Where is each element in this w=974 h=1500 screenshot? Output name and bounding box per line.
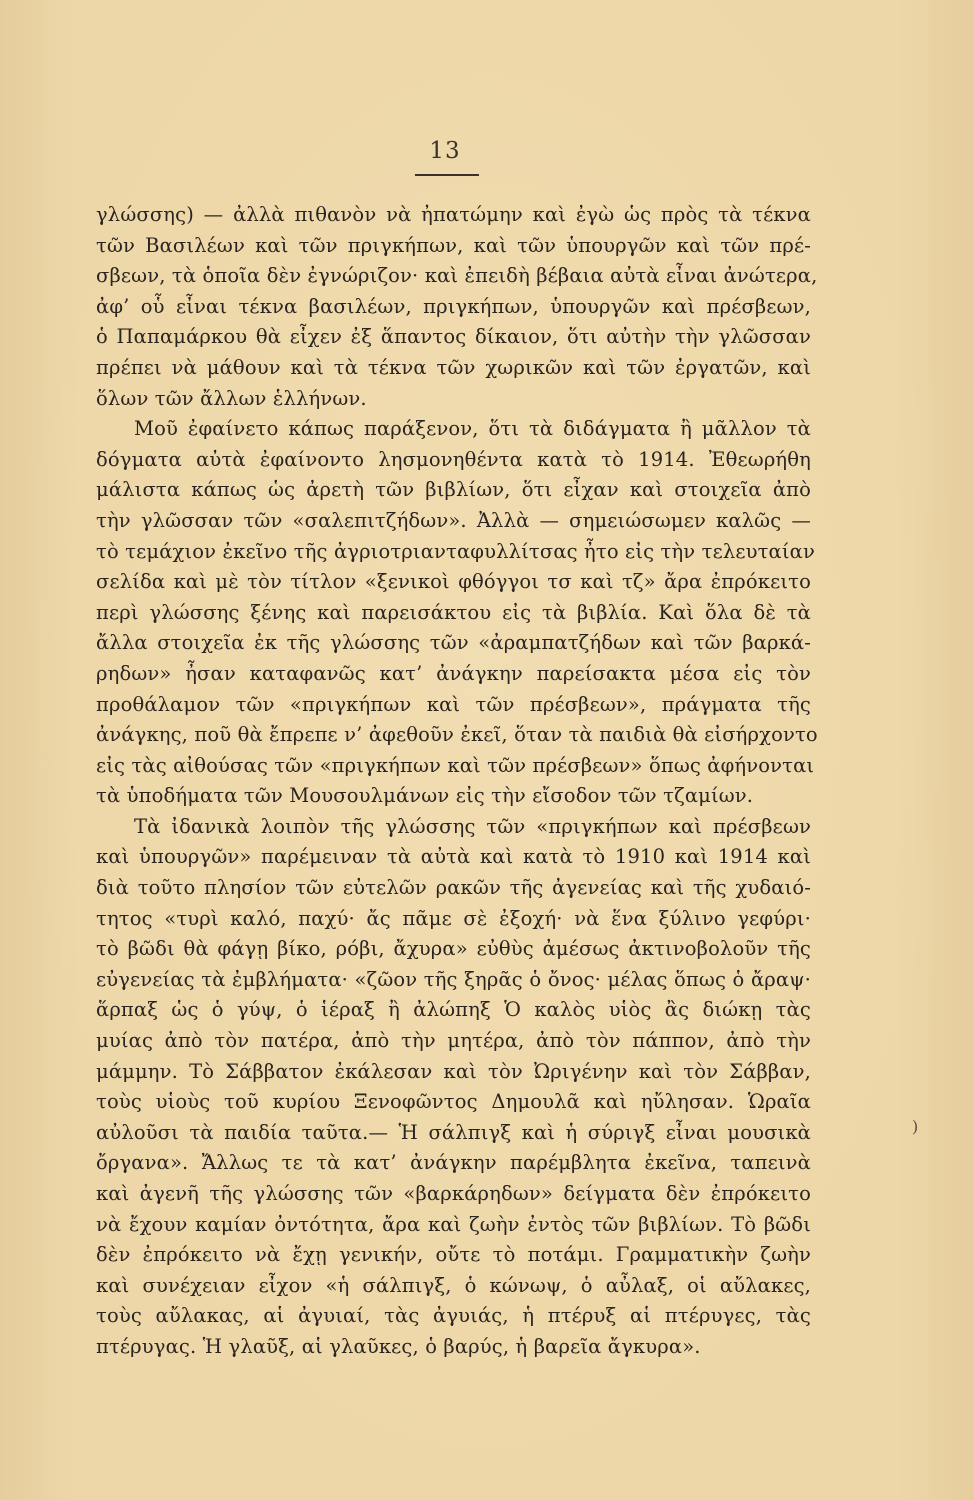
text-line: μάμμην. Τὸ Σάββατον ἐκάλεσαν καὶ τὸν Ὠριγένην καὶ τὸν Σάββαν, — [96, 1059, 811, 1083]
text-line: ὁ Παπαμάρκου θὰ εἶχεν ἐξ ἅπαντος δίκαιον, ὅτι αὐτὴν τὴν γλῶσσαν — [96, 325, 811, 349]
text-line: προθάλαμον τῶν «πριγκήπων καὶ τῶν πρέσβεων», πράγματα τῆς — [96, 692, 811, 716]
text-line: καὶ ὑπουργῶν» παρέμειναν τὰ αὐτὰ καὶ κατὰ τὸ 1910 καὶ 1914 καὶ — [96, 845, 811, 869]
text-line: μάλιστα κάπως ὡς ἀρετὴ τῶν βιβλίων, ὅτι εἶχαν καὶ στοιχεῖα ἀπὸ — [96, 478, 811, 502]
text-line: τὴν γλῶσσαν τῶν «σαλεπιτζήδων». Ἀλλὰ — σημειώσωμεν καλῶς — — [96, 508, 811, 532]
text-line: διὰ τοῦτο πλησίον τῶν εὐτελῶν ρακῶν τῆς ἀγενείας καὶ τῆς χυδαιό- — [96, 876, 811, 900]
page-number: 13 — [429, 138, 461, 164]
text-line: γλώσσης) — ἀλλὰ πιθανὸν νὰ ἠπατώμην καὶ ἐγὼ ὡς πρὸς τὰ τέκνα — [96, 203, 811, 226]
text-line: τὸ τεμάχιον ἐκεῖνο τῆς ἀγριοτριανταφυλλίτσας ἦτο εἰς τὴν τελευταίαν — [96, 539, 815, 563]
text-line: ἀφ’ οὗ εἶναι τέκνα βασιλέων, πριγκήπων, ὑπουργῶν καὶ πρέσβεων, — [96, 294, 811, 318]
text-line: τὸ βῶδι θὰ φάγῃ βίκο, ρόβι, ἄχυρα» εὐθὺς ἀμέσως ἀκτινοβολοῦν τῆς — [96, 937, 811, 961]
text-line: ὄργανα». Ἄλλως τε τὰ κατ’ ἀνάγκην παρέμβλητα ἐκεῖνα, ταπεινὰ — [96, 1151, 811, 1175]
text-line: ἅρπαξ ὡς ὁ γύψ, ὁ ἱέραξ ἢ ἀλώπηξ Ὁ καλὸς υἱὸς ἂς διώκῃ τὰς — [96, 998, 811, 1022]
text-line: καὶ ἀγενῆ τῆς γλώσσης τῶν «βαρκάρηδων» δείγματα δὲν ἐπρόκειτο — [96, 1182, 811, 1205]
body-text — [96, 200, 818, 1363]
header-rule — [415, 174, 479, 176]
text-line: τῶν Βασιλέων καὶ τῶν πριγκήπων, καὶ τῶν ὑπουργῶν καὶ τῶν πρέ- — [96, 233, 811, 257]
text-line: ρηδων» ἦσαν καταφανῶς κατ’ ἀνάγκην παρείσακτα μέσα εἰς τὸν — [96, 661, 811, 685]
text-line: σελίδα καὶ μὲ τὸν τίτλον «ξενικοὶ φθόγγοι τσ καὶ τζ» ἄρα ἐπρόκειτο — [96, 570, 811, 594]
text-line: καὶ συνέχειαν εἶχον «ἡ σάλπιγξ, ὁ κώνωψ, ὁ αὖλαξ, οἱ αὔλακες, — [96, 1273, 811, 1297]
text-line: τὰ ὑποδήματα τῶν Μουσουλμάνων εἰς τὴν εἴσοδον τῶν τζαμίων. — [96, 784, 754, 808]
text-line: μυίας ἀπὸ τὸν πατέρα, ἀπὸ τὴν μητέρα, ἀπὸ τὸν πάππον, ἀπὸ τὴν — [96, 1029, 811, 1053]
text-line: τοὺς αὔλακας, αἱ ἀγυιαί, τὰς ἀγυιάς, ἡ πτέρυξ αἱ πτέρυγες, τὰς — [96, 1304, 811, 1328]
text-line: δὲν ἐπρόκειτο νὰ ἔχῃ γενικήν, οὔτε τὸ ποτάμι. Γραμματικὴν ζωὴν — [96, 1243, 811, 1267]
text-line: τητος «τυρὶ καλό, παχύ· ἄς πᾶμε σὲ ἐξοχή· νὰ ἕνα ξύλινο γεφύρι· — [96, 906, 811, 930]
text-line: Τὰ ἰδανικὰ λοιπὸν τῆς γλώσσης τῶν «πριγκήπων καὶ πρέσβεων — [134, 814, 811, 838]
text-line: αὐλοῦσι τὰ παιδία ταῦτα.— Ἡ σάλπιγξ καὶ ἡ σύριγξ εἶναι μουσικὰ — [96, 1120, 811, 1144]
text-line: νὰ ἔχουν καμίαν ὀντότητα, ἄρα καὶ ζωὴν ἐντὸς τῶν βιβλίων. Τὸ βῶδι — [96, 1212, 811, 1236]
text-line: εὐγενείας τὰ ἐμβλήματα· «ζῶον τῆς ξηρᾶς ὁ ὄνος· μέλας ὅπως ὁ ἄραψ· — [96, 967, 811, 991]
text-line: πτέρυγας. Ἡ γλαῦξ, αἱ γλαῦκες, ὁ βαρύς, ἡ βαρεῖα ἄγκυρα». — [96, 1334, 701, 1358]
text-line: ἀνάγκης, ποῦ θὰ ἔπρεπε ν’ ἀφεθοῦν ἐκεῖ, ὅταν τὰ παιδιὰ θὰ εἰσήρχοντο — [96, 723, 818, 747]
text-line: πρέπει νὰ μάθουν καὶ τὰ τέκνα τῶν χωρικῶν καὶ τῶν ἐργατῶν, καὶ — [96, 355, 811, 379]
text-line: περὶ γλώσσης ξένης καὶ παρεισάκτου εἰς τὰ βιβλία. Καὶ ὅλα δὲ τὰ — [96, 600, 811, 624]
text-line: ὅλων τῶν ἄλλων ἑλλήνων. — [96, 386, 367, 410]
margin-mark: ) — [912, 1117, 919, 1136]
text-line: εἰς τὰς αἰθούσας τῶν «πριγκήπων καὶ τῶν πρέσβεων» ὅπως ἀφήνονται — [96, 753, 815, 777]
text-line: σβεων, τὰ ὁποῖα δὲν ἐγνώριζον· καὶ ἐπειδὴ βέβαια αὐτὰ εἶναι ἀνώτερα, — [96, 264, 818, 288]
text-line: δόγματα αὐτὰ ἐφαίνοντο λησμονηθέντα κατὰ τὸ 1914. Ἐθεωρήθη — [96, 447, 811, 471]
text-line: ἄλλα στοιχεῖα ἐκ τῆς γλώσσης τῶν «ἀραμπατζήδων καὶ τῶν βαρκά- — [96, 631, 811, 655]
text-line: τοὺς υἱοὺς τοῦ κυρίου Ξενοφῶντος Δημουλᾶ καὶ ηὔλησαν. Ὡραῖα — [96, 1090, 811, 1114]
text-line: Μοῦ ἐφαίνετο κάπως παράξενον, ὅτι τὰ διδάγματα ἢ μᾶλλον τὰ — [134, 417, 811, 441]
